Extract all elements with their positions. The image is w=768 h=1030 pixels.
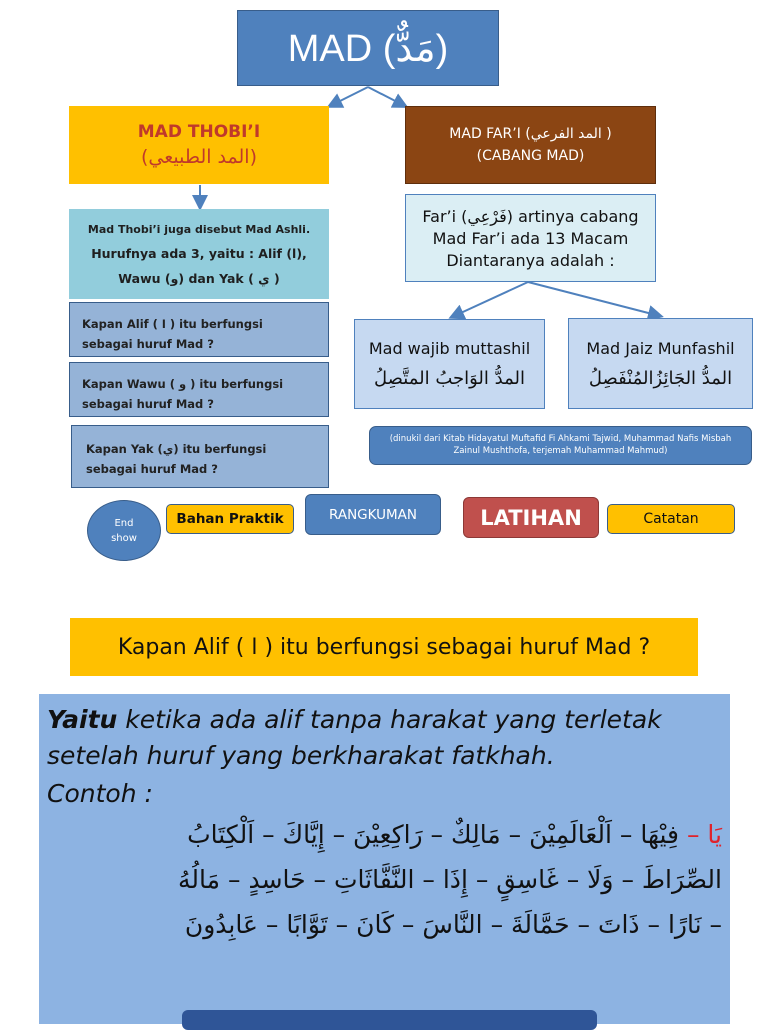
rangkuman-label: RANGKUMAN [329,506,417,523]
mad-title: MAD (مَدٌّ) [287,27,449,70]
answer-rest: ketika ada alif tanpa harakat yang terletak setelah huruf yang berkharakat fatkhah. [47,705,662,771]
end-show-button[interactable] [87,500,161,561]
source-box [369,426,752,465]
mad-fari-box [405,106,656,184]
link-mad-fari [368,87,405,106]
bottom-navy-bar [182,1010,597,1030]
question-wawu-link[interactable] [69,362,329,417]
jaiz-arabic: المدُّ الجَائِزُالمُنْفَصِلُ [588,367,733,389]
thobii-arabic: (المد الطبيعي) [140,146,257,168]
catatan-button[interactable] [607,504,735,534]
thobii-desc-box [69,209,329,299]
fari-title: MAD FAR’I (المد الفرعي ) [449,126,612,142]
mad-jaiz-box [568,318,753,409]
thobii-desc-2: Hurufnya ada 3, yaitu : Alif (ا), [91,245,307,261]
example-line-3: – نَارًا – ذَاتَ – حَمَّالَةَ – النَّاسَ – كَانَ – تَوَّابًا – عَابِدُونَ [184,909,722,939]
end-show-label: End show [111,517,137,544]
link-jaiz [528,282,660,316]
jaiz-latin: Mad Jaiz Munfashil [586,338,735,358]
question-alif-link[interactable] [69,302,329,357]
thobii-title: MAD THOBI’I [137,122,261,142]
link-mad-thobii [330,87,368,106]
catatan-label: Catatan [643,511,699,527]
alif-question-heading-text: Kapan Alif ( ا ) itu berfungsi sebagai huruf Mad ? [117,634,651,660]
latihan-label: LATIHAN [480,505,582,530]
wajib-arabic: المدُّ الوَاجبُ المتَّصِلُ [374,368,525,389]
link-wajib [452,282,528,317]
answer-bold: Yaitu [47,705,118,734]
example-line-1-rest: فِيْهَا – اَلْعَالَمِيْنَ – مَالِكٌ – رَاكِعِيْنَ – إِيَّاكَ – اَلْكِتَابُ [187,819,687,849]
contoh-label: Contoh : [47,778,153,808]
rangkuman-button[interactable] [305,494,441,535]
alif-answer-panel [39,694,730,1024]
example-line-1 [47,820,722,849]
example-line-2: الصِّرَاطَ – وَلَا – غَاسِقٍ – إِذَا – النَّفَّاثَاتِ – حَاسِدٍ – مَالُهُ [178,864,722,894]
thobii-desc-1: Mad Thobi’i juga disebut Mad Ashli. [87,222,311,236]
mad-wajib-box [354,319,545,409]
fari-desc-1: Far’i (فَرْعِي) artinya cabang [422,206,639,226]
mad-thobii-box [69,106,329,184]
question-alif: Kapan Alif ( ا ) itu berfungsi sebagai huruf Mad ? [82,317,263,351]
question-yak-link[interactable] [71,425,329,488]
source-text: (dinukil dari Kitab Hidayatul Muftafid Fi Ahkami Tajwid, Muhammad Nafis Misbah Zainul Mushthofa, terjemah Muhammad Mahmud) [389,433,732,456]
fari-desc-3: Diantaranya adalah : [446,250,615,270]
thobii-desc-3: Wawu (و) dan Yak ( ي ) [118,270,280,286]
latihan-button[interactable] [463,497,599,538]
wajib-latin: Mad wajib muttashil [368,339,531,358]
question-wawu: Kapan Wawu ( و ) itu berfungsi sebagai huruf Mad ? [82,377,284,411]
fari-subtitle: (CABANG MAD) [476,148,585,164]
mad-title-box [237,10,499,86]
fari-desc-2: Mad Far’i ada 13 Macam [432,228,629,248]
alif-question-heading [70,618,698,676]
bahan-praktik-label: Bahan Praktik [176,511,284,527]
bahan-praktik-button[interactable] [166,504,294,534]
question-yak: Kapan Yak (ي) itu berfungsi sebagai huruf Mad ? [86,442,267,477]
answer-text [47,702,722,775]
example-ya: يَا – [686,819,722,849]
fari-desc-box [405,194,656,282]
